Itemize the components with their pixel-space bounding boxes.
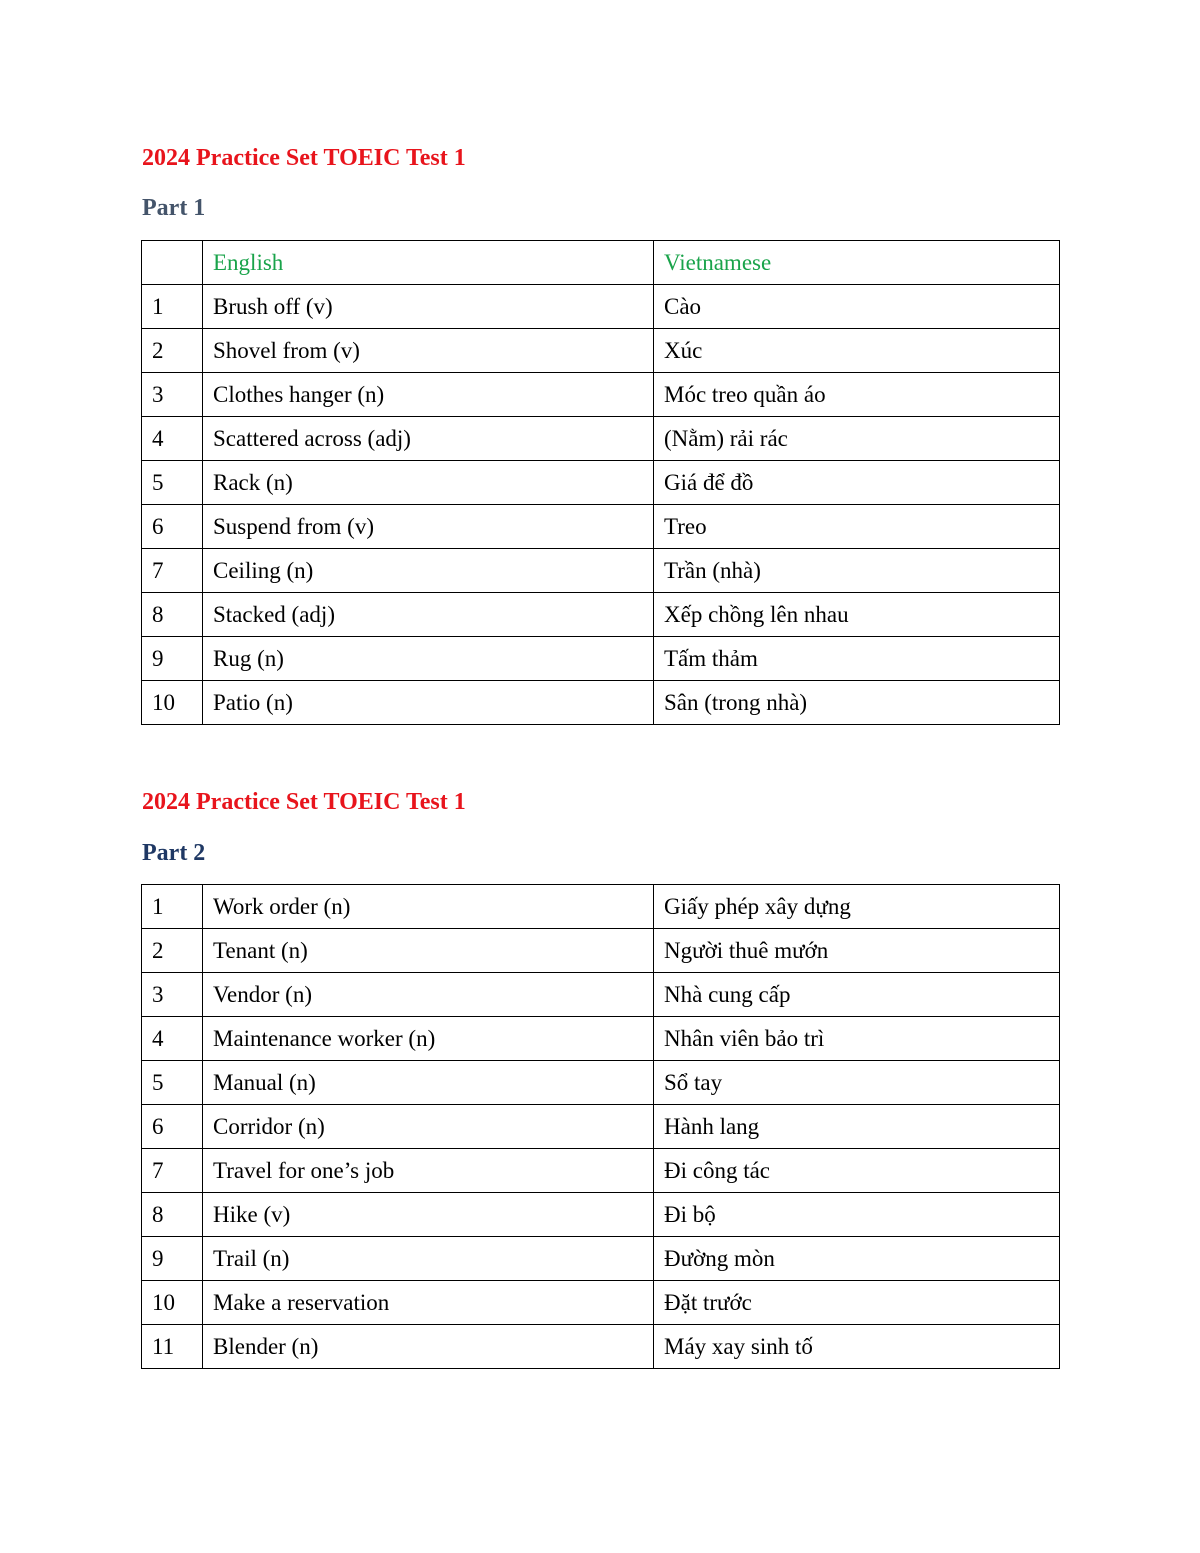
- vietnamese-term-cell: Xếp chồng lên nhau: [654, 593, 1060, 637]
- english-term-cell: Shovel from (v): [203, 329, 654, 373]
- section-1-title: 2024 Practice Set TOEIC Test 1: [142, 145, 466, 171]
- english-term-cell: Hike (v): [203, 1193, 654, 1237]
- vietnamese-term-cell: Cào: [654, 285, 1060, 329]
- vietnamese-term-cell: Đi công tác: [654, 1149, 1060, 1193]
- vietnamese-term-cell: Giấy phép xây dựng: [654, 885, 1060, 929]
- row-number-cell: 3: [142, 373, 203, 417]
- row-number-cell: 2: [142, 929, 203, 973]
- english-term-cell: Patio (n): [203, 681, 654, 725]
- vietnamese-term-cell: Móc treo quần áo: [654, 373, 1060, 417]
- row-number-cell: 4: [142, 417, 203, 461]
- vietnamese-term-cell: Máy xay sinh tố: [654, 1325, 1060, 1369]
- english-term-cell: Work order (n): [203, 885, 654, 929]
- row-number-cell: 6: [142, 505, 203, 549]
- english-term-cell: Scattered across (adj): [203, 417, 654, 461]
- row-number-cell: 8: [142, 1193, 203, 1237]
- vietnamese-term-cell: Xúc: [654, 329, 1060, 373]
- english-term-cell: Make a reservation: [203, 1281, 654, 1325]
- vietnamese-term-cell: Tấm thảm: [654, 637, 1060, 681]
- table-row: [142, 973, 1060, 1017]
- table-row: [142, 929, 1060, 973]
- row-number-cell: 4: [142, 1017, 203, 1061]
- table-row: [142, 1281, 1060, 1325]
- header-english-cell: English: [203, 241, 654, 285]
- row-number-cell: 2: [142, 329, 203, 373]
- header-vietnamese-cell: Vietnamese: [654, 241, 1060, 285]
- vietnamese-term-cell: Treo: [654, 505, 1060, 549]
- table-row: [142, 1105, 1060, 1149]
- english-term-cell: Tenant (n): [203, 929, 654, 973]
- english-term-cell: Corridor (n): [203, 1105, 654, 1149]
- row-number-cell: 5: [142, 461, 203, 505]
- part-2-heading: Part 2: [142, 840, 206, 866]
- english-term-cell: Blender (n): [203, 1325, 654, 1369]
- row-number-cell: 1: [142, 885, 203, 929]
- vietnamese-term-cell: Đường mòn: [654, 1237, 1060, 1281]
- vietnamese-term-cell: (Nằm) rải rác: [654, 417, 1060, 461]
- table-row: [142, 1237, 1060, 1281]
- row-number-cell: 6: [142, 1105, 203, 1149]
- english-term-cell: Travel for one’s job: [203, 1149, 654, 1193]
- english-term-cell: Suspend from (v): [203, 505, 654, 549]
- table-row: [142, 681, 1060, 725]
- table-row: [142, 1149, 1060, 1193]
- part-2-vocab-table: [141, 884, 1060, 1369]
- part-1-heading: Part 1: [142, 195, 206, 221]
- english-term-cell: Ceiling (n): [203, 549, 654, 593]
- table-row: [142, 637, 1060, 681]
- vietnamese-term-cell: Nhân viên bảo trì: [654, 1017, 1060, 1061]
- table-row: [142, 329, 1060, 373]
- vietnamese-term-cell: Sân (trong nhà): [654, 681, 1060, 725]
- vietnamese-term-cell: Nhà cung cấp: [654, 973, 1060, 1017]
- table-row: [142, 417, 1060, 461]
- row-number-cell: 10: [142, 681, 203, 725]
- vietnamese-term-cell: Người thuê mướn: [654, 929, 1060, 973]
- row-number-cell: 7: [142, 1149, 203, 1193]
- table-row: [142, 461, 1060, 505]
- english-term-cell: Rack (n): [203, 461, 654, 505]
- vietnamese-term-cell: Đi bộ: [654, 1193, 1060, 1237]
- table-header-row: [142, 241, 1060, 285]
- table-row: [142, 1193, 1060, 1237]
- row-number-cell: 1: [142, 285, 203, 329]
- row-number-cell: 8: [142, 593, 203, 637]
- row-number-cell: 5: [142, 1061, 203, 1105]
- vietnamese-term-cell: Hành lang: [654, 1105, 1060, 1149]
- table-row: [142, 885, 1060, 929]
- vietnamese-term-cell: Sổ tay: [654, 1061, 1060, 1105]
- english-term-cell: Stacked (adj): [203, 593, 654, 637]
- english-term-cell: Rug (n): [203, 637, 654, 681]
- table-row: [142, 593, 1060, 637]
- english-term-cell: Maintenance worker (n): [203, 1017, 654, 1061]
- english-term-cell: Brush off (v): [203, 285, 654, 329]
- row-number-cell: 10: [142, 1281, 203, 1325]
- table-row: [142, 549, 1060, 593]
- table-row: [142, 505, 1060, 549]
- table-row: [142, 1061, 1060, 1105]
- vietnamese-term-cell: Đặt trước: [654, 1281, 1060, 1325]
- table-row: [142, 285, 1060, 329]
- row-number-cell: 7: [142, 549, 203, 593]
- table-row: [142, 373, 1060, 417]
- section-2-title: 2024 Practice Set TOEIC Test 1: [142, 789, 466, 815]
- row-number-cell: 9: [142, 1237, 203, 1281]
- english-term-cell: Manual (n): [203, 1061, 654, 1105]
- row-number-cell: 9: [142, 637, 203, 681]
- vietnamese-term-cell: Trần (nhà): [654, 549, 1060, 593]
- english-term-cell: Clothes hanger (n): [203, 373, 654, 417]
- header-number-cell: [142, 241, 203, 285]
- row-number-cell: 3: [142, 973, 203, 1017]
- table-row: [142, 1017, 1060, 1061]
- row-number-cell: 11: [142, 1325, 203, 1369]
- vietnamese-term-cell: Giá để đồ: [654, 461, 1060, 505]
- english-term-cell: Trail (n): [203, 1237, 654, 1281]
- table-row: [142, 1325, 1060, 1369]
- english-term-cell: Vendor (n): [203, 973, 654, 1017]
- part-1-vocab-table: [141, 240, 1060, 725]
